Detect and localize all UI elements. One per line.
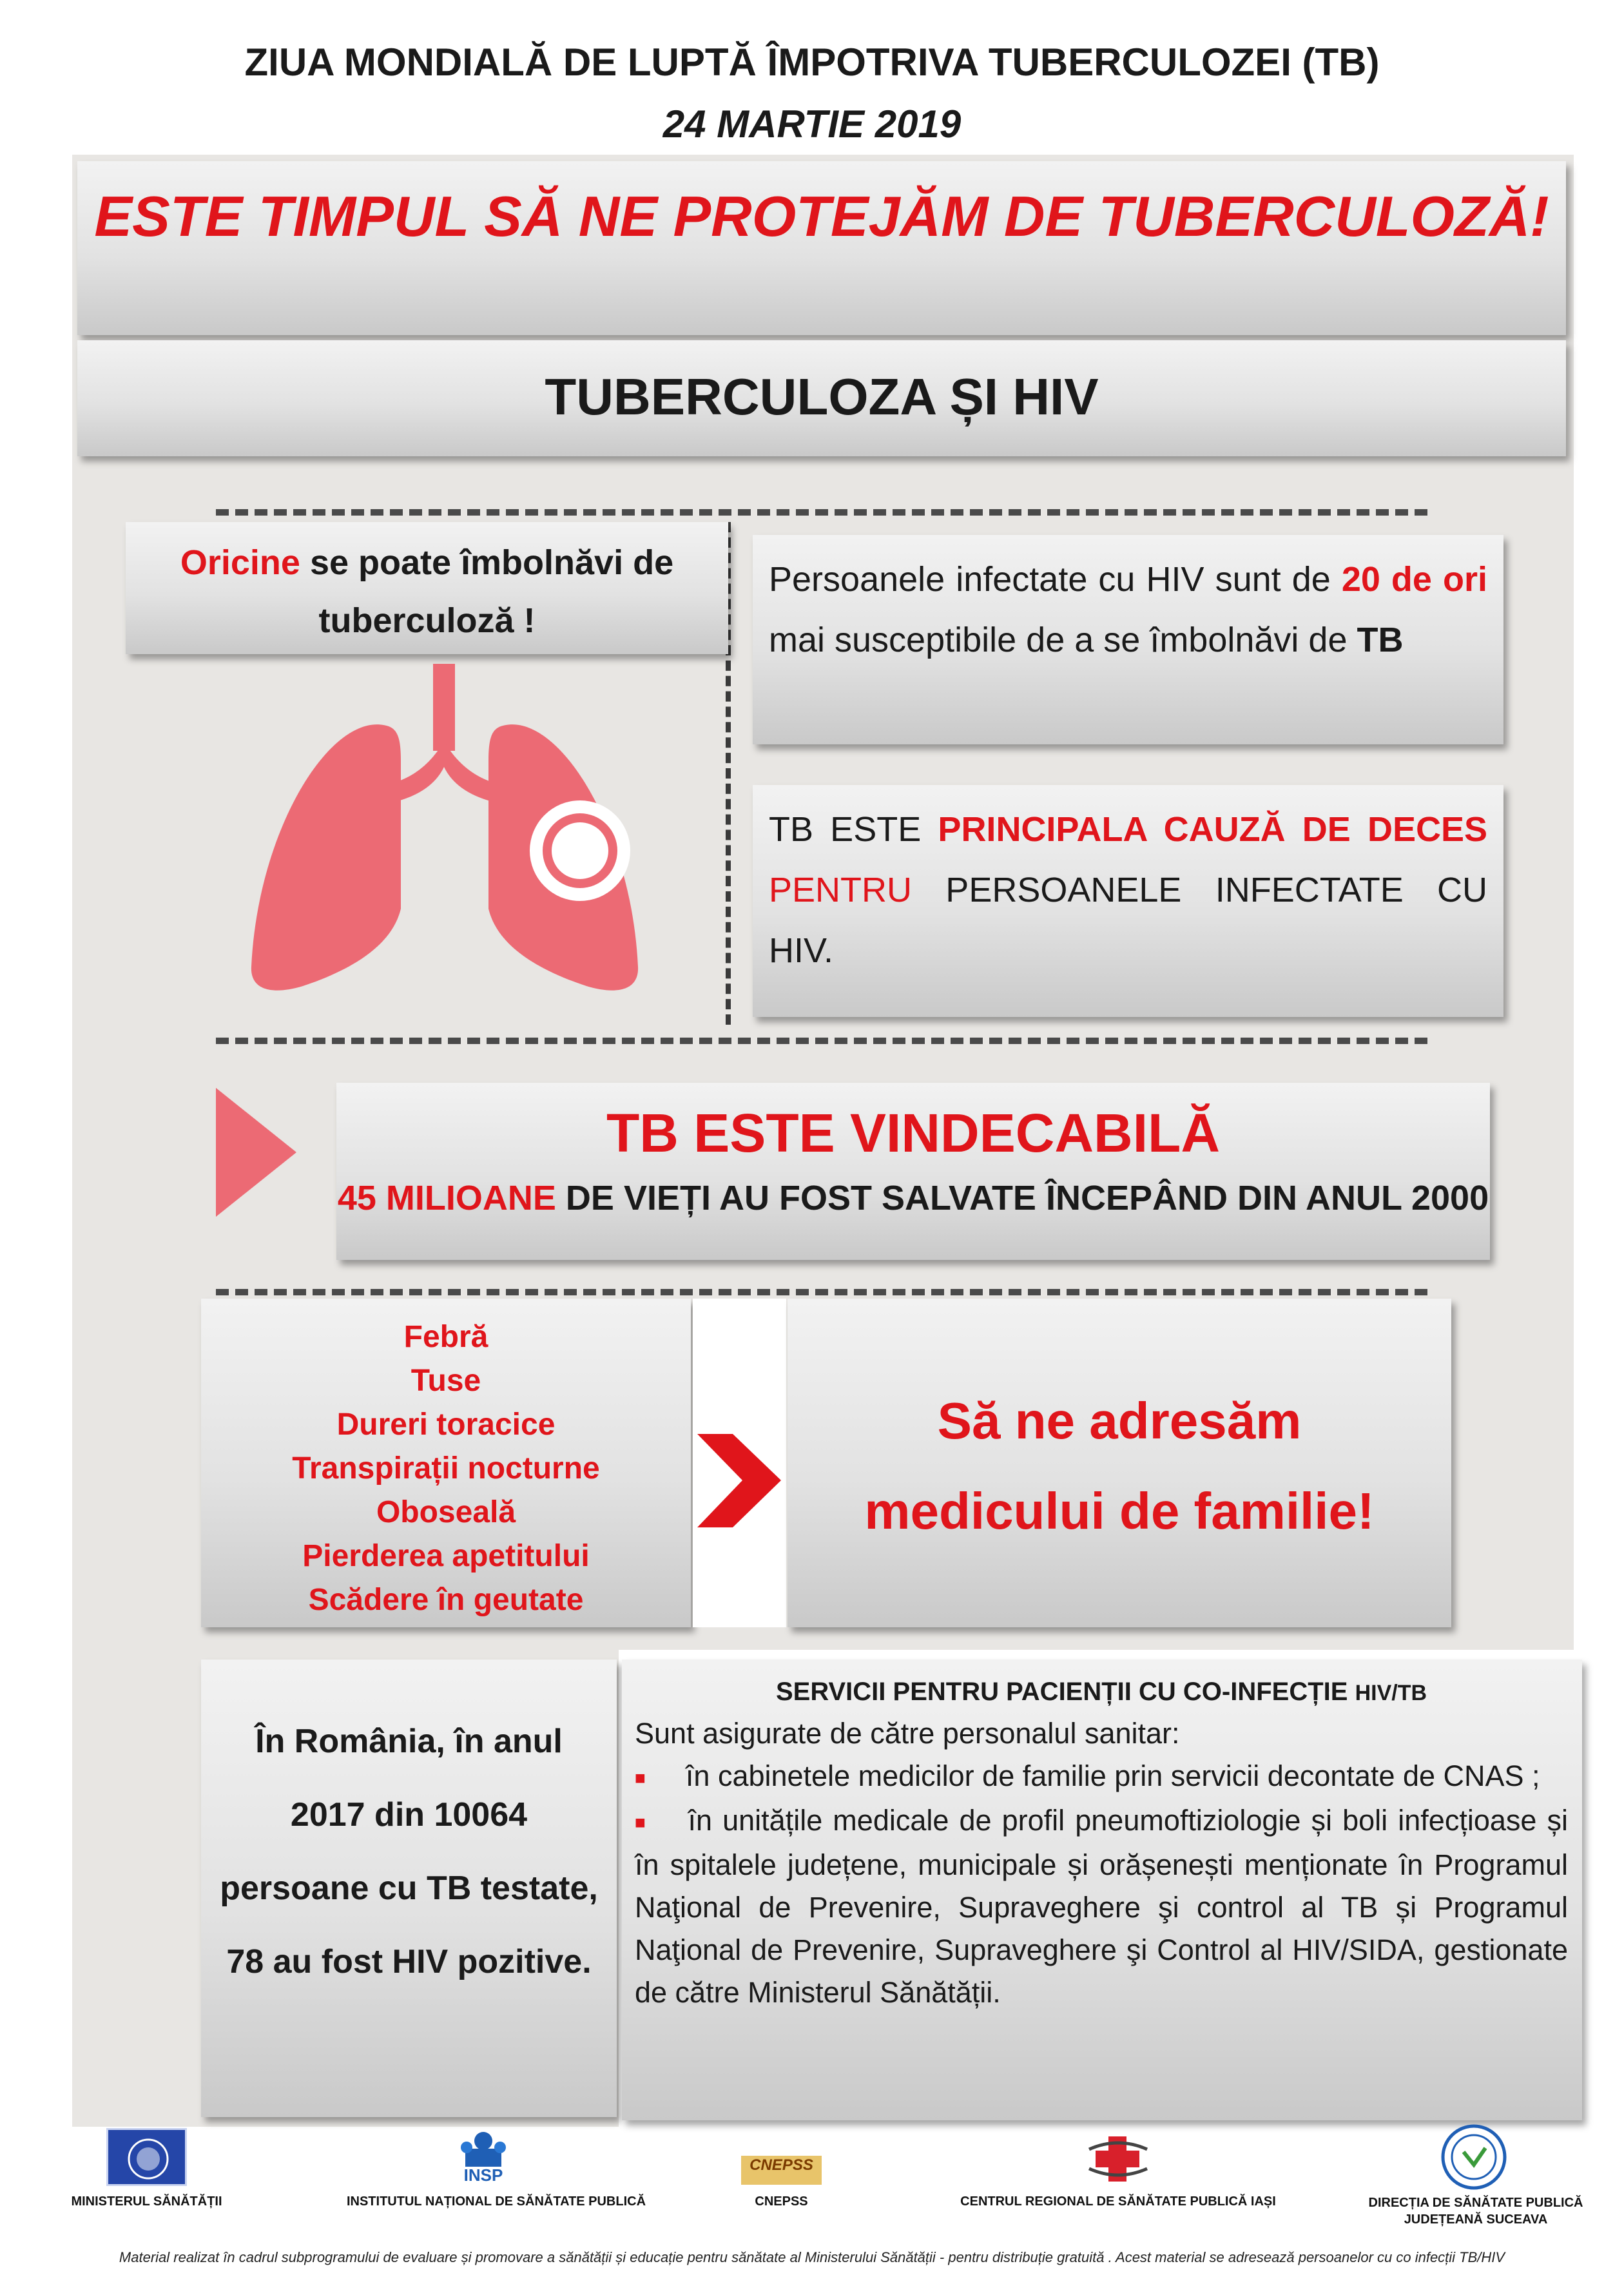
anyone-line1 [126,534,728,592]
symptom-item: Tuse [411,1364,481,1398]
romania-stat-line3: persoane cu TB testate, [220,1870,598,1907]
separator-1 [216,509,1427,516]
death-cause-highlight-2: PENTRU [769,871,913,909]
services-intro: Sunt asigurate de către personalul sanitar: [635,1717,1180,1750]
symptom-item: Transpirații nocturne [292,1451,600,1486]
romania-stat-box [201,1660,617,2117]
page-title: ZIUA MONDIALĂ DE LUPTĂ ÎMPOTRIVA TUBERCULOZEI (TB) [244,41,1380,84]
romania-stat-line4: 78 au fost HIV pozitive. [226,1943,592,1980]
death-cause-text-1: TB ESTE [769,810,938,849]
anyone-highlight: Oricine [180,543,300,582]
anyone-rest: se poate îmbolnăvi de [300,543,674,582]
services-title [635,1672,1568,1712]
romania-stat-line2: 2017 din 10064 [290,1796,528,1834]
logo-label-dsp-line1: DIRECȚIA DE SĂNĂTATE PUBLICĂ [1368,2196,1583,2210]
slogan-text: ESTE TIMPUL SĂ NE PROTEJĂM DE TUBERCULOZĂ! [94,184,1549,248]
logo-label-ministry: MINISTERUL SĂNĂTĂȚII [71,2194,222,2209]
pointer-triangle-icon [216,1088,296,1217]
cnepss-mark: CNEPSS [749,2156,813,2174]
death-cause-text-2: PERSOANELE INFECTATE CU HIV. [769,871,1487,970]
services-item [635,1755,1568,1799]
hiv-risk-tb: TB [1357,621,1404,659]
lungs-icon [232,664,696,999]
hiv-risk-text-2: mai susceptibile de a se îmbolnăvi de [769,621,1357,659]
services-title-main: SERVICII PENTRU PACIENȚII CU CO-INFECȚIE [775,1678,1348,1706]
logo-label-insp: INSTITUTUL NAȚIONAL DE SĂNĂTATE PUBLICĂ [346,2194,646,2209]
romania-stat-line1: În România, în anul [255,1723,563,1760]
call-to-action-line2: medicului de familie! [864,1482,1375,1540]
curable-title: TB ESTE VINDECABILĂ [606,1103,1221,1163]
symptom-item: Dureri toracice [336,1408,556,1442]
footer-note: Material realizat în cadrul subprogramului de evaluare și promovare a sănătății și educație pentru sănătate al Ministerului Sănătății - pentru distribuție gratuită . Acest material se adresează persoanelor cu co infecții TB/HIV [119,2249,1505,2265]
anyone-box [126,522,728,654]
curable-box [336,1083,1490,1260]
insp-mark: INSP [463,2165,503,2185]
bullet-square-icon: ■ [635,1768,646,1788]
logo-label-dsp-line2: JUDEȚEANĂ SUCEAVA [1404,2212,1548,2227]
separator-2 [216,1038,1427,1044]
chevron-right-icon [697,1434,781,1527]
symptom-item: Pierderea apetitului [302,1539,590,1573]
section-title-box [77,340,1566,456]
curable-highlight: 45 MILIOANE [337,1179,556,1217]
death-cause-box [753,785,1503,1017]
symptom-item: Febră [403,1320,488,1354]
services-item-text: în unitățile medicale de profil pneumoftiziologie și boli infecțioase și în spitalele județene, municipale și orășenești menționate în Programul Naţional de Prevenire, Supraveghere şi control al TB și Programul Naţional de Prevenire, Supraveghere şi Control al HIV/SIDA, gestionate de către Ministerul Sănătății. [635,1804,1568,2009]
services-item-text: în cabinetele medicilor de familie prin servicii decontate de CNAS ; [685,1759,1540,1792]
call-to-action-box [788,1299,1451,1627]
services-item [635,1799,1568,2014]
hiv-risk-box [753,535,1503,744]
crsp-iasi-logo-icon [1083,2130,1154,2188]
curable-subtitle [336,1178,1490,1218]
dsp-suceava-seal-icon [1440,2124,1508,2191]
separator-3 [216,1289,1427,1295]
symptoms-box [201,1299,691,1627]
logo-label-crsp-iasi: CENTRUL REGIONAL DE SĂNĂTATE PUBLICĂ IAȘI [960,2194,1276,2209]
anyone-line2: tuberculoză ! [318,601,536,640]
call-to-action-line1: Să ne adresăm [937,1392,1302,1449]
bullet-square-icon: ■ [635,1812,648,1833]
services-title-small: HIV/TB [1355,1681,1427,1705]
symptom-item: Oboseală [376,1495,516,1529]
slogan-banner [77,161,1566,335]
hiv-risk-text-1: Persoanele infectate cu HIV sunt de [769,560,1342,599]
symptom-item: Scădere în geutate [308,1583,584,1617]
cnepss-logo-icon [741,2156,822,2185]
event-date: 24 MARTIE 2019 [662,102,962,146]
logo-label-dsp-suceava [1334,2194,1618,2228]
curable-rest: DE VIEȚI AU FOST SALVATE ÎNCEPÂND DIN ANUL 2000 [556,1179,1489,1217]
section-title: TUBERCULOZA ȘI HIV [545,368,1099,425]
ministry-seal-icon [106,2128,187,2186]
death-cause-highlight: PRINCIPALA CAUZĂ DE DECES [938,810,1488,849]
logo-label-cnepss: CNEPSS [755,2194,808,2209]
services-box [622,1660,1582,2120]
hiv-risk-highlight: 20 de ori [1341,560,1487,599]
